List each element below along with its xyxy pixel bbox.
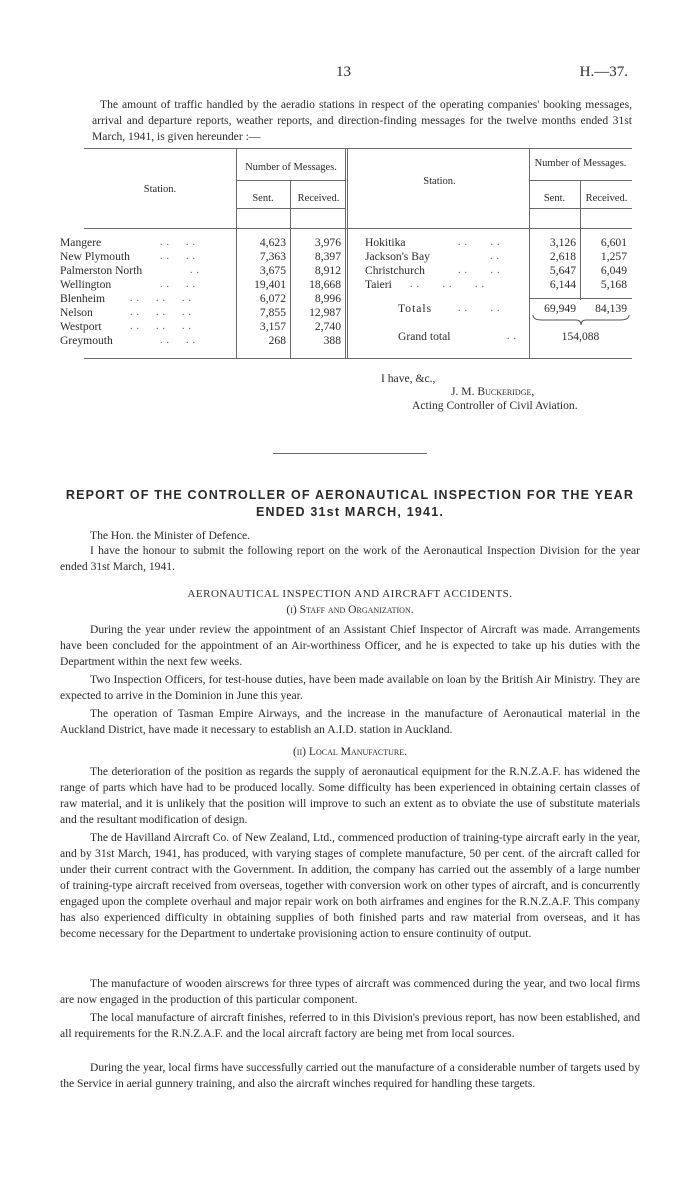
right-received-cell: 5,168	[600, 278, 627, 291]
totals-label: Totals	[398, 302, 433, 315]
table-center-divider	[345, 148, 348, 358]
table-bottom-rule	[84, 358, 632, 359]
left-sent-cell: 3,675	[259, 264, 286, 277]
left-station-cell: Palmerston North	[60, 264, 143, 277]
left-received-cell: 388	[323, 334, 341, 347]
manufacture-paragraph-1: The deterioration of the position as regards the supply of aeronautical equipment for the R.N.Z.A.F. has widened the range of parts which have had to be produced locally. Some difficulty has been experienced in obtaining certain classes of raw material, and it is unlikely that the position will improve to such an extent as to obviate the use of substitute materials and the resultant modification of design.	[60, 765, 640, 826]
totals-received: 84,139	[595, 302, 627, 315]
left-station-cell: New Plymouth	[60, 250, 130, 263]
leader-dots: .. .. ..	[130, 293, 195, 304]
right-messages-header: Number of Messages.	[534, 158, 627, 169]
left-station-cell: Nelson	[60, 306, 93, 319]
left-received-cell: 8,912	[314, 264, 341, 277]
left-sent-cell: 4,623	[259, 236, 286, 249]
table-header-rule	[84, 228, 632, 229]
right-station-cell: Jackson's Bay	[365, 250, 430, 263]
manufacture-paragraph-3: The manufacture of wooden airscrews for three types of aircraft was commenced during the year, and two local firms are now engaged in the production of this particular component.	[60, 977, 640, 1006]
section-divider	[273, 453, 427, 454]
table-top-rule	[84, 148, 632, 149]
left-subheader-rule	[236, 208, 346, 209]
left-sent-cell: 19,401	[254, 278, 286, 291]
right-sent-cell: 2,618	[549, 250, 576, 263]
manufacture-paragraph-4: The local manufacture of aircraft finishes, referred to in this Division's previous report, has now been established, and all requirements for the R.N.Z.A.F. and the local aircraft factory are being met from local sources.	[60, 1011, 640, 1040]
right-sent-cell: 3,126	[549, 236, 576, 249]
intro-paragraph: The amount of traffic handled by the aeradio stations in respect of the operating companies' booking messages, arrival and departure reports, weather reports, and direction-finding messages for the twelve months ended 31st March, 1941, is given hereunder :—	[92, 98, 632, 143]
leader-dots: ..	[507, 331, 520, 342]
totals-sent: 69,949	[544, 302, 576, 315]
left-station-cell: Wellington	[60, 278, 112, 291]
report-title-line2: ENDED 31st MARCH, 1941.	[255, 505, 445, 519]
grand-total-value: 154,088	[561, 330, 600, 343]
left-received-header: Received.	[297, 193, 340, 204]
left-sent-cell: 6,072	[259, 292, 286, 305]
leader-dots: .. ..	[160, 251, 199, 262]
staff-paragraph-2: Two Inspection Officers, for test-house duties, have been made available on loan by the British Air Ministry. They are expected to arrive in the Dominion in June this year.	[60, 673, 640, 702]
grand-total-brace	[532, 314, 630, 326]
right-received-cell: 6,049	[600, 264, 627, 277]
leader-dots: .. ..	[160, 237, 199, 248]
left-sent-cell: 7,855	[259, 306, 286, 319]
salutation: The Hon. the Minister of Defence.	[90, 529, 251, 542]
left-sent-cell: 268	[268, 334, 286, 347]
document-reference: H.—37.	[579, 64, 628, 80]
opening-paragraph: I have the honour to submit the following report on the work of the Aeronautical Inspection Division for the year ended 31st March, 1941.	[60, 544, 640, 573]
left-sent-header: Sent.	[252, 193, 274, 204]
signature-closing: I have, &c.,	[381, 372, 436, 385]
left-sent-cell: 7,363	[259, 250, 286, 263]
leader-dots: .. ..	[160, 335, 199, 346]
right-sent-cell: 5,647	[549, 264, 576, 277]
staff-paragraph-1: During the year under review the appointment of an Assistant Chief Inspector of Aircraft was made. Arrangements have been concluded for the appointment of an Air-worthiness Officer, and he is expected to take up his duties with the Department within the next few weeks.	[60, 623, 640, 668]
leader-dots: ..	[490, 251, 503, 262]
right-station-cell: Christchurch	[365, 264, 425, 277]
leader-dots: .. ..	[458, 237, 504, 248]
left-sent-cell: 3,157	[259, 320, 286, 333]
report-title	[60, 487, 640, 521]
manufacture-paragraph-5: During the year, local firms have successfully carried out the manufacture of a considerable number of targets used by the Service in aerial gunnery training, and also the aircraft winches required for handling these targets.	[60, 1061, 640, 1090]
subsection-heading-manufacture: (ii) Local Manufacture.	[292, 745, 408, 758]
section-heading: AERONAUTICAL INSPECTION AND AIRCRAFT ACCIDENTS.	[187, 588, 513, 600]
totals-rule	[529, 298, 632, 299]
right-station-cell: Hokitika	[365, 236, 406, 249]
right-station-cell: Taieri	[365, 278, 392, 291]
manufacture-paragraph-2: The de Havilland Aircraft Co. of New Zealand, Ltd., commenced production of training-type aircraft early in the year, and by 31st March, 1941, has produced, with varying stages of complete manufacture, 50 per cent. of the aircraft called for under their current contract with the Government. In addition, the company has carried out the assembly of a large number of training-type aircraft received from overseas, together with conversion work on other types of aircraft, and is concurrently engaged upon the complete overhaul and major repair work on both airframes and engines for the R.N.Z.A.F. This company has also experienced difficulty in obtaining supplies of both finished parts and raw material from overseas, and it has become necessary for the Department to undertake provisioning action to ensure continuity of output.	[60, 831, 640, 940]
left-received-cell: 12,987	[309, 306, 341, 319]
left-station-cell: Mangere	[60, 236, 102, 249]
right-sent-header: Sent.	[543, 193, 566, 204]
leader-dots: .. .. ..	[410, 279, 488, 290]
left-received-cell: 8,996	[314, 292, 341, 305]
leader-dots: .. .. ..	[130, 307, 195, 318]
page-number: 13	[336, 64, 351, 80]
left-messages-rule	[236, 180, 346, 181]
right-received-cell: 1,257	[600, 250, 627, 263]
leader-dots: .. ..	[160, 279, 199, 290]
report-title-line1: REPORT OF THE CONTROLLER OF AERONAUTICAL INSPECTION FOR THE YEAR	[65, 488, 635, 502]
left-messages-header: Number of Messages.	[245, 162, 337, 173]
left-received-cell: 18,668	[309, 278, 341, 291]
leader-dots: .. .. ..	[130, 321, 195, 332]
left-station-cell: Greymouth	[60, 334, 113, 347]
subsection-heading-staff: (i) Staff and Organization.	[286, 603, 414, 616]
left-station-cell: Blenheim	[60, 292, 106, 305]
right-received-cell: 6,601	[600, 236, 627, 249]
left-received-cell: 2,740	[314, 320, 341, 333]
left-station-header: Station.	[143, 184, 177, 195]
leader-dots: ..	[190, 265, 203, 276]
leader-dots: .. ..	[458, 265, 504, 276]
right-received-header: Received.	[585, 193, 628, 204]
right-station-header: Station.	[423, 176, 456, 187]
grand-total-label: Grand total	[398, 330, 451, 343]
left-station-cell: Westport	[60, 320, 102, 333]
left-received-cell: 3,976	[314, 236, 341, 249]
right-sent-cell: 6,144	[549, 278, 576, 291]
staff-paragraph-3: The operation of Tasman Empire Airways, and the increase in the manufacture of Aeronautical material in the Auckland District, have made it necessary to establish an A.I.D. station in Auckland.	[60, 707, 640, 736]
leader-dots: .. ..	[458, 303, 504, 314]
signature-title: Acting Controller of Civil Aviation.	[412, 399, 578, 412]
signature-name: J. M. Buckeridge,	[451, 385, 535, 398]
left-received-cell: 8,397	[314, 250, 341, 263]
